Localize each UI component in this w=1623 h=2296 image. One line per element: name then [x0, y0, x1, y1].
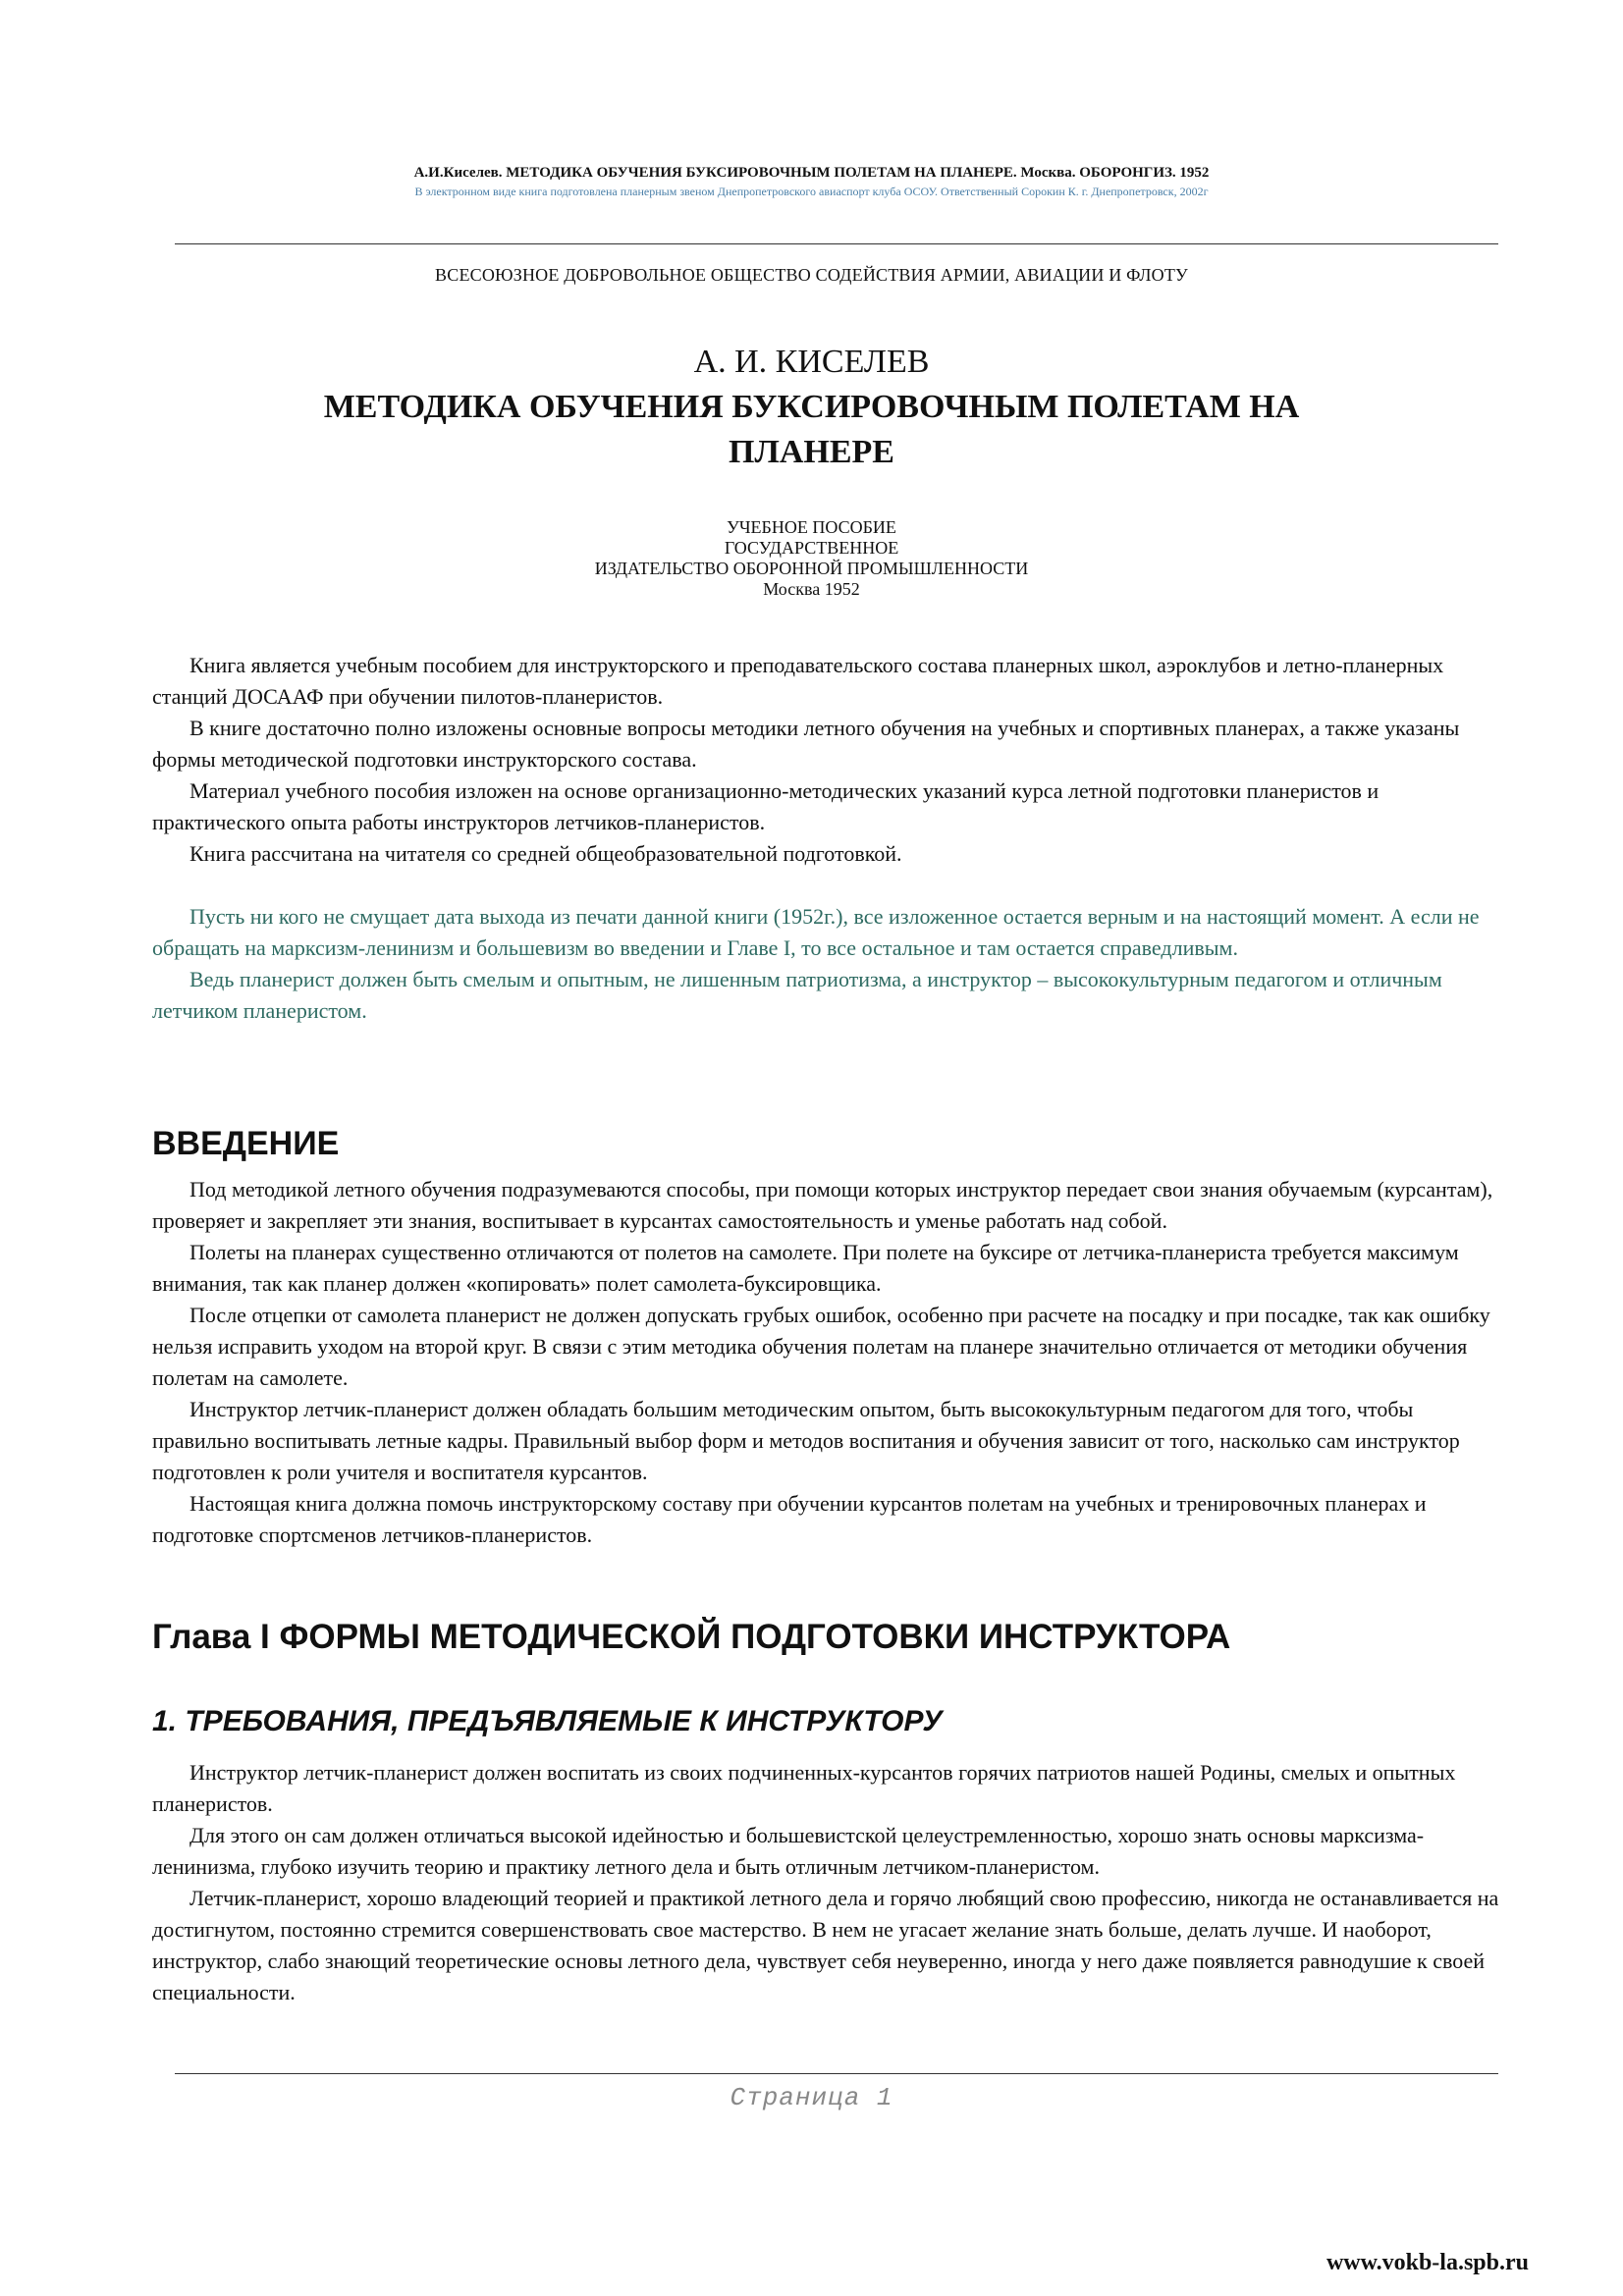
- source-url: www.vokb-la.spb.ru: [1325, 2250, 1529, 2275]
- chapter-body: [152, 1757, 1502, 2008]
- chapter-paragraph: Инструктор летчик-планерист должен воспитать из своих подчиненных-курсантов горячих патриотов нашей Родины, смелых и опытных планеристов.: [152, 1760, 1456, 1816]
- imprint-line: ИЗДАТЕЛЬСТВО ОБОРОННОЙ ПРОМЫШЛЕННОСТИ: [594, 559, 1029, 578]
- annotation-paragraph: Книга является учебным пособием для инструкторского и преподавательского состава планерных школ, аэроклубов и летно-планерных станций ДОСААФ при обучении пилотов-планеристов.: [152, 653, 1444, 709]
- annotation-paragraph: Книга рассчитана на читателя со средней общеобразовательной подготовкой.: [189, 841, 902, 866]
- imprint-line: УЧЕБНОЕ ПОСОБИЕ: [727, 517, 896, 537]
- annotation-paragraph: Материал учебного пособия изложен на основе организационно-методических указаний курса летной подготовки планеристов и практического опыта работы инструкторов летчиков-планеристов.: [152, 778, 1380, 834]
- annotation-block: [152, 650, 1502, 870]
- imprint-line: ГОСУДАРСТВЕННОЕ: [724, 538, 899, 558]
- intro-paragraph: После отцепки от самолета планерист не должен допускать грубых ошибок, особенно при расчете на посадку и при посадке, так как ошибку нельзя исправить уходом на второй круг. В связи с этим методика обучения полетам на планере значительно отличается от методики обучения полетам на самолете.: [152, 1303, 1490, 1390]
- imprint-line: Москва 1952: [763, 579, 860, 599]
- footer-rule: [175, 2073, 1498, 2074]
- editor-note-paragraph: Пусть ни кого не смущает дата выхода из печати данной книги (1952г.), все изложенное остается верным и на настоящий момент. А если не обращать на марксизм-ленинизм и большевизм во введении и Главе I, то все остальное и там остается справедливым.: [152, 904, 1480, 960]
- book-title: МЕТОДИКА ОБУЧЕНИЯ БУКСИРОВОЧНЫМ ПОЛЕТАМ НА ПЛАНЕРЕ: [323, 389, 1300, 470]
- book-author: А. И. КИСЕЛЕВ: [693, 344, 930, 380]
- intro-heading: ВВЕДЕНИЕ: [152, 1125, 340, 1162]
- header-rule: [175, 243, 1498, 244]
- publisher-society: ВСЕСОЮЗНОЕ ДОБРОВОЛЬНОЕ ОБЩЕСТВО СОДЕЙСТВИЯ АРМИИ, АВИАЦИИ И ФЛОТУ: [435, 265, 1188, 285]
- running-header: А.И.Киселев. МЕТОДИКА ОБУЧЕНИЯ БУКСИРОВОЧНЫМ ПОЛЕТАМ НА ПЛАНЕРЕ. Москва. ОБОРОНГИЗ. 1952: [413, 165, 1210, 181]
- chapter-paragraph: Для этого он сам должен отличаться высокой идейностью и большевистской целеустремленностью, хорошо знать основы марксизма-ленинизма, глубоко изучить теорию и практику летного дела и быть отличным летчиком-планеристом.: [152, 1823, 1425, 1879]
- imprint-block: [0, 517, 1623, 600]
- editor-note-block: [152, 901, 1502, 1027]
- chapter-heading: Глава I ФОРМЫ МЕТОДИЧЕСКОЙ ПОДГОТОВКИ ИНСТРУКТОРА: [152, 1618, 1231, 1656]
- intro-paragraph: Под методикой летного обучения подразумеваются способы, при помощи которых инструктор передает свои знания обучаемым (курсантам), проверяет и закрепляет эти знания, воспитывает в курсантах самостоятельность и уменье работать над собой.: [152, 1177, 1493, 1233]
- editor-note-paragraph: Ведь планерист должен быть смелым и опытным, не лишенным патриотизма, а инструктор – высококультурным педагогом и отличным летчиком планеристом.: [152, 967, 1442, 1023]
- chapter-paragraph: Летчик-планерист, хорошо владеющий теорией и практикой летного дела и горячо любящий свою профессию, никогда не останавливается на достигнутом, постоянно стремится совершенствовать свое мастерство. В нем не угасает желание знать больше, делать лучше. И наоборот, инструктор, слабо знающий теоретические основы летного дела, чувствует себя неуверенно, иногда у него даже появляется равнодушие к своей специальности.: [152, 1886, 1499, 2004]
- intro-paragraph: Полеты на планерах существенно отличаются от полетов на самолете. При полете на буксире от летчика-планериста требуется максимум внимания, так как планер должен «копировать» полет самолета-буксировщика.: [152, 1240, 1459, 1296]
- intro-paragraph: Инструктор летчик-планерист должен обладать большим методическим опытом, быть высококультурным педагогом для того, чтобы правильно воспитывать летные кадры. Правильный выбор форм и методов воспитания и обучения зависит от того, насколько сам инструктор подготовлен к роли учителя и воспитателя курсантов.: [152, 1397, 1460, 1484]
- running-header-note: В электронном виде книга подготовлена планерным звеном Днепропетровского авиаспорт клуба ОСОУ. Ответственный Сорокин К. г. Днепропетровск, 2002г: [414, 185, 1209, 198]
- section-heading: 1. ТРЕБОВАНИЯ, ПРЕДЪЯВЛЯЕМЫЕ К ИНСТРУКТОРУ: [152, 1705, 943, 1737]
- annotation-paragraph: В книге достаточно полно изложены основные вопросы методики летного обучения на учебных и спортивных планерах, а также указаны формы методической подготовки инструкторского состава.: [152, 716, 1460, 772]
- intro-body: [152, 1174, 1502, 1551]
- intro-paragraph: Настоящая книга должна помочь инструкторскому составу при обучении курсантов полетам на учебных и тренировочных планерах и подготовке спортсменов летчиков-планеристов.: [152, 1491, 1427, 1547]
- page-number: Страница 1: [730, 2083, 893, 2112]
